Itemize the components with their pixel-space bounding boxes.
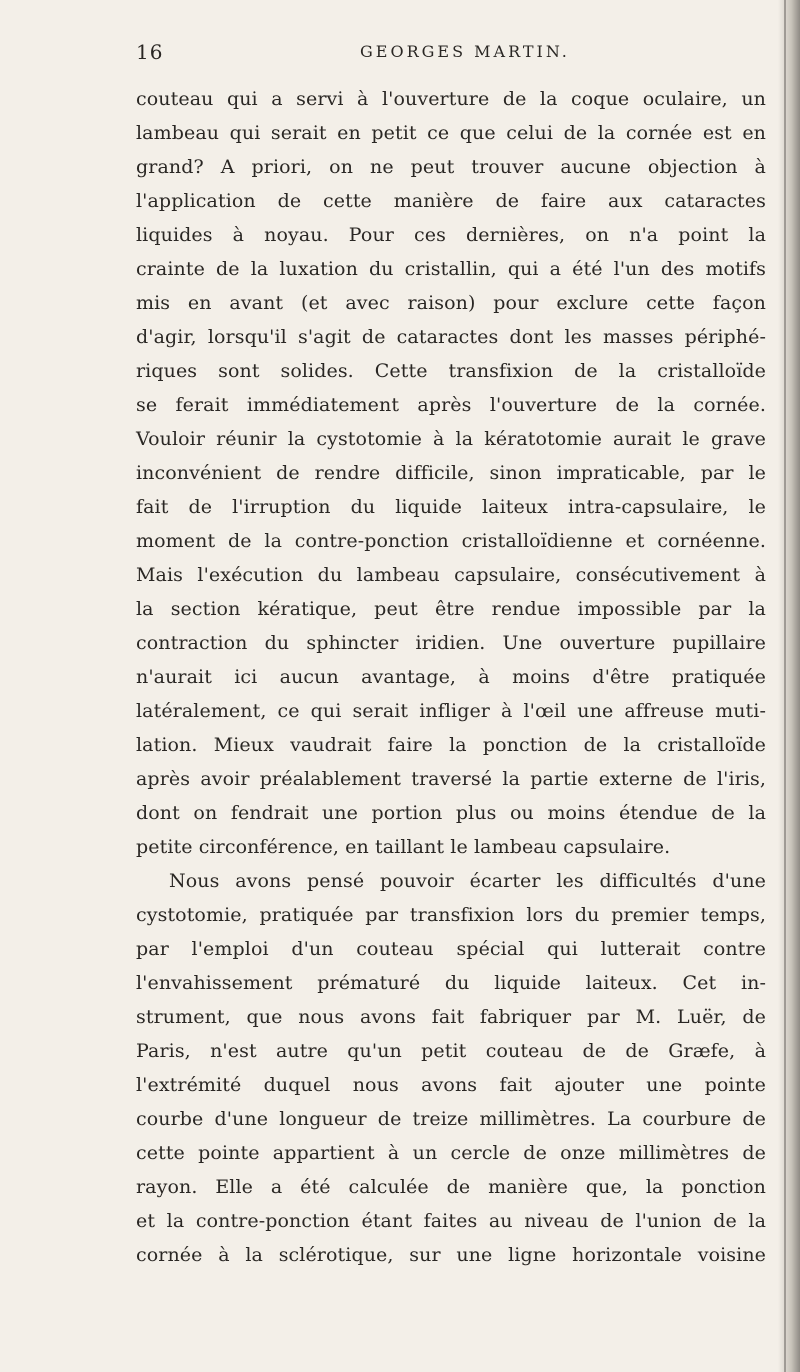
text-line: la section kératique, peut être rendue impossible par la xyxy=(136,598,766,620)
text-line: cette pointe appartient à un cercle de onze millimètres de xyxy=(136,1142,766,1164)
text-line: se ferait immédiatement après l'ouverture de la cornée. xyxy=(136,394,766,416)
page-header xyxy=(136,36,776,76)
text-line: par l'emploi d'un couteau spécial qui lutterait contre xyxy=(136,938,766,960)
text-line: mis en avant (et avec raison) pour exclure cette façon xyxy=(136,292,766,314)
page-edge-line xyxy=(784,0,786,1372)
text-line: l'application de cette manière de faire aux cataractes xyxy=(136,190,766,212)
text-line: latéralement, ce qui serait infliger à l'œil une affreuse muti- xyxy=(136,700,766,722)
text-line: après avoir préalablement traversé la partie externe de l'iris, xyxy=(136,768,766,790)
running-head: GEORGES MARTIN. xyxy=(360,42,570,61)
text-line: Vouloir réunir la cystotomie à la kératotomie aurait le grave xyxy=(136,428,766,450)
paragraph-first-line: Nous avons pensé pouvoir écarter les difficultés d'une xyxy=(169,870,766,892)
text-line: crainte de la luxation du cristallin, qui a été l'un des motifs xyxy=(136,258,766,280)
text-line: lation. Mieux vaudrait faire la ponction de la cristalloïde xyxy=(136,734,766,756)
text-line: Paris, n'est autre qu'un petit couteau de de Græfe, à xyxy=(136,1040,766,1062)
text-line: Mais l'exécution du lambeau capsulaire, consécutivement à xyxy=(136,564,766,586)
text-line: rayon. Elle a été calculée de manière que, la ponction xyxy=(136,1176,766,1198)
page-edge-shadow xyxy=(778,0,800,1372)
text-line: et la contre-ponction étant faites au niveau de l'union de la xyxy=(136,1210,766,1232)
text-line: strument, que nous avons fait fabriquer par M. Luër, de xyxy=(136,1006,766,1028)
body-text xyxy=(136,82,766,1272)
text-line: cornée à la sclérotique, sur une ligne horizontale voisine xyxy=(136,1244,766,1266)
text-line: l'envahissement prématuré du liquide laiteux. Cet in- xyxy=(136,972,766,994)
text-line: grand? A priori, on ne peut trouver aucune objection à xyxy=(136,156,766,178)
text-line: dont on fendrait une portion plus ou moins étendue de la xyxy=(136,802,766,824)
page-number: 16 xyxy=(136,40,164,64)
text-line: cystotomie, pratiquée par transfixion lors du premier temps, xyxy=(136,904,766,926)
text-line: n'aurait ici aucun avantage, à moins d'être pratiquée xyxy=(136,666,766,688)
text-line: riques sont solides. Cette transfixion de la cristalloïde xyxy=(136,360,766,382)
text-line: d'agir, lorsqu'il s'agit de cataractes dont les masses périphé- xyxy=(136,326,766,348)
text-line: courbe d'une longueur de treize millimètres. La courbure de xyxy=(136,1108,766,1130)
text-line: petite circonférence, en taillant le lambeau capsulaire. xyxy=(136,836,671,858)
text-line: contraction du sphincter iridien. Une ouverture pupillaire xyxy=(136,632,766,654)
text-line: lambeau qui serait en petit ce que celui de la cornée est en xyxy=(136,122,766,144)
text-line: liquides à noyau. Pour ces dernières, on n'a point la xyxy=(136,224,766,246)
text-line: l'extrémité duquel nous avons fait ajouter une pointe xyxy=(136,1074,766,1096)
text-line: fait de l'irruption du liquide laiteux intra-capsulaire, le xyxy=(136,496,766,518)
text-line: moment de la contre-ponction cristalloïdienne et cornéenne. xyxy=(136,530,766,552)
text-line: inconvénient de rendre difficile, sinon impraticable, par le xyxy=(136,462,766,484)
text-line: couteau qui a servi à l'ouverture de la coque oculaire, un xyxy=(136,88,766,110)
